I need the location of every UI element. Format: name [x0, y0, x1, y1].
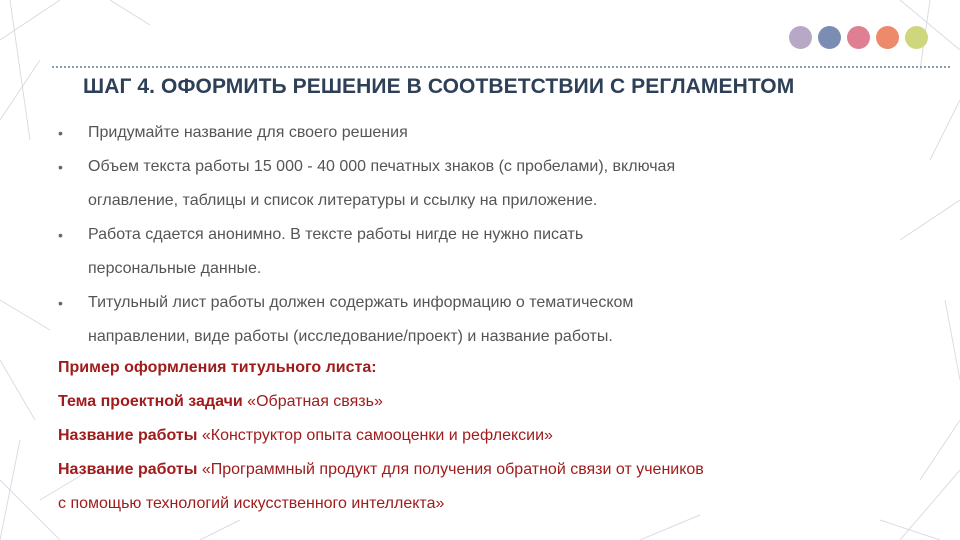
list-item-text: направлении, виде работы (исследование/проект) и название работы. — [88, 328, 613, 345]
example-name-label: Название работы — [58, 427, 198, 444]
list-item — [58, 150, 878, 218]
page-title: ШАГ 4. ОФОРМИТЬ РЕШЕНИЕ В СООТВЕТСТВИИ С РЕГЛАМЕНТОМ — [83, 75, 795, 98]
list-item — [58, 218, 878, 286]
example-name-value: «Конструктор опыта самооценки и рефлексии» — [197, 427, 553, 444]
bullet-icon: • — [58, 125, 63, 141]
bullet-icon: • — [58, 295, 63, 311]
example-name-label: Название работы — [58, 461, 198, 478]
color-dots — [789, 26, 928, 49]
list-item-text: Придумайте название для своего решения — [88, 124, 408, 141]
example-name-1 — [58, 419, 918, 453]
title-divider — [52, 66, 950, 68]
list-item-text: персональные данные. — [88, 260, 262, 277]
bullet-icon: • — [58, 227, 63, 243]
color-dot — [876, 26, 899, 49]
example-heading — [58, 351, 918, 385]
color-dot — [847, 26, 870, 49]
color-dot — [789, 26, 812, 49]
example-topic-label: Тема проектной задачи — [58, 393, 243, 410]
list-item-text: Титульный лист работы должен содержать информацию о тематическом — [88, 294, 634, 311]
bullet-list — [58, 116, 878, 354]
example-name-value: «Программный продукт для получения обратной связи от учеников — [197, 461, 704, 478]
color-dot — [905, 26, 928, 49]
list-item — [58, 286, 878, 354]
example-name-value-cont: с помощью технологий искусственного интеллекта» — [58, 495, 445, 512]
list-item — [58, 116, 878, 150]
example-name-2 — [58, 453, 918, 521]
example-heading-text: Пример оформления титульного листа: — [58, 359, 377, 376]
bullet-icon: • — [58, 159, 63, 175]
title-page-example — [58, 351, 918, 521]
list-item-text: Объем текста работы 15 000 - 40 000 печатных знаков (с пробелами), включая — [88, 158, 676, 175]
list-item-text: оглавление, таблицы и список литературы и ссылку на приложение. — [88, 192, 598, 209]
list-item-text: Работа сдается анонимно. В тексте работы нигде не нужно писать — [88, 226, 584, 243]
example-topic — [58, 385, 918, 419]
color-dot — [818, 26, 841, 49]
example-topic-value: «Обратная связь» — [242, 393, 383, 410]
